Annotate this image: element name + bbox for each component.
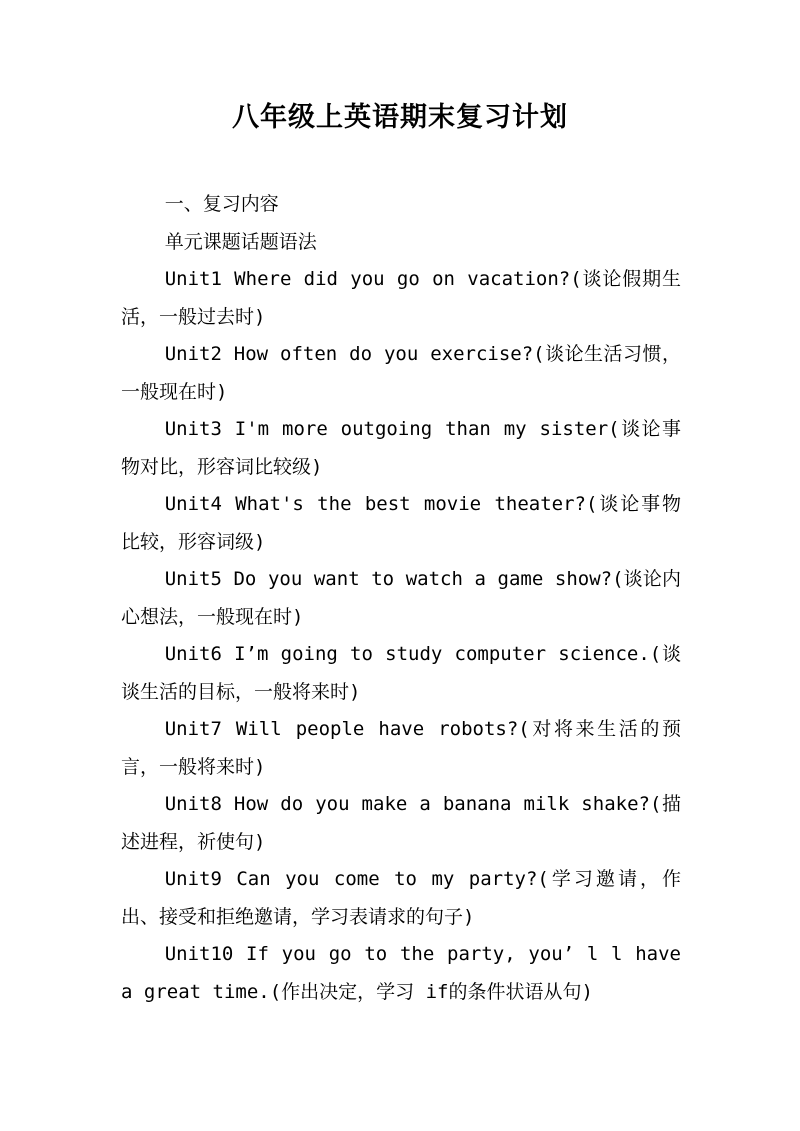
unit-item-9: Unit9 Can you come to my party?(学习邀请，作出、接受和拒绝邀请，学习表请求的句子): [121, 868, 681, 928]
unit-item-4: Unit4 What's the best movie theater?(谈论事物比较，形容词级): [121, 493, 681, 553]
section-heading: 一、复习内容: [164, 193, 279, 215]
table-header: 单元课题话题语法: [164, 230, 317, 253]
unit-item-1: Unit1 Where did you go on vacation?(谈论假期生活，一般过去时): [121, 268, 681, 328]
unit-item-5: Unit5 Do you want to watch a game show?(谈论内心想法，一般现在时): [121, 568, 681, 628]
unit-item-6: Unit6 I’m going to study computer science.(谈谈生活的目标，一般将来时): [121, 643, 681, 703]
unit-item-7: Unit7 Will people have robots?(对将来生活的预言，一般将来时): [121, 718, 681, 778]
page-title: 八年级上英语期末复习计划: [232, 102, 568, 133]
unit-item-8: Unit8 How do you make a banana milk shake?(描述进程，祈使句): [121, 793, 681, 853]
unit-item-2: Unit2 How often do you exercise?(谈论生活习惯，一般现在时): [121, 343, 681, 403]
document-body: [121, 186, 681, 1011]
unit-item-10: Unit10 If you go to the party, you’ l l have a great time.(作出决定，学习 if的条件状语从句): [121, 943, 681, 1003]
unit-item-3: Unit3 I'm more outgoing than my sister(谈论事物对比，形容词比较级): [121, 418, 681, 478]
